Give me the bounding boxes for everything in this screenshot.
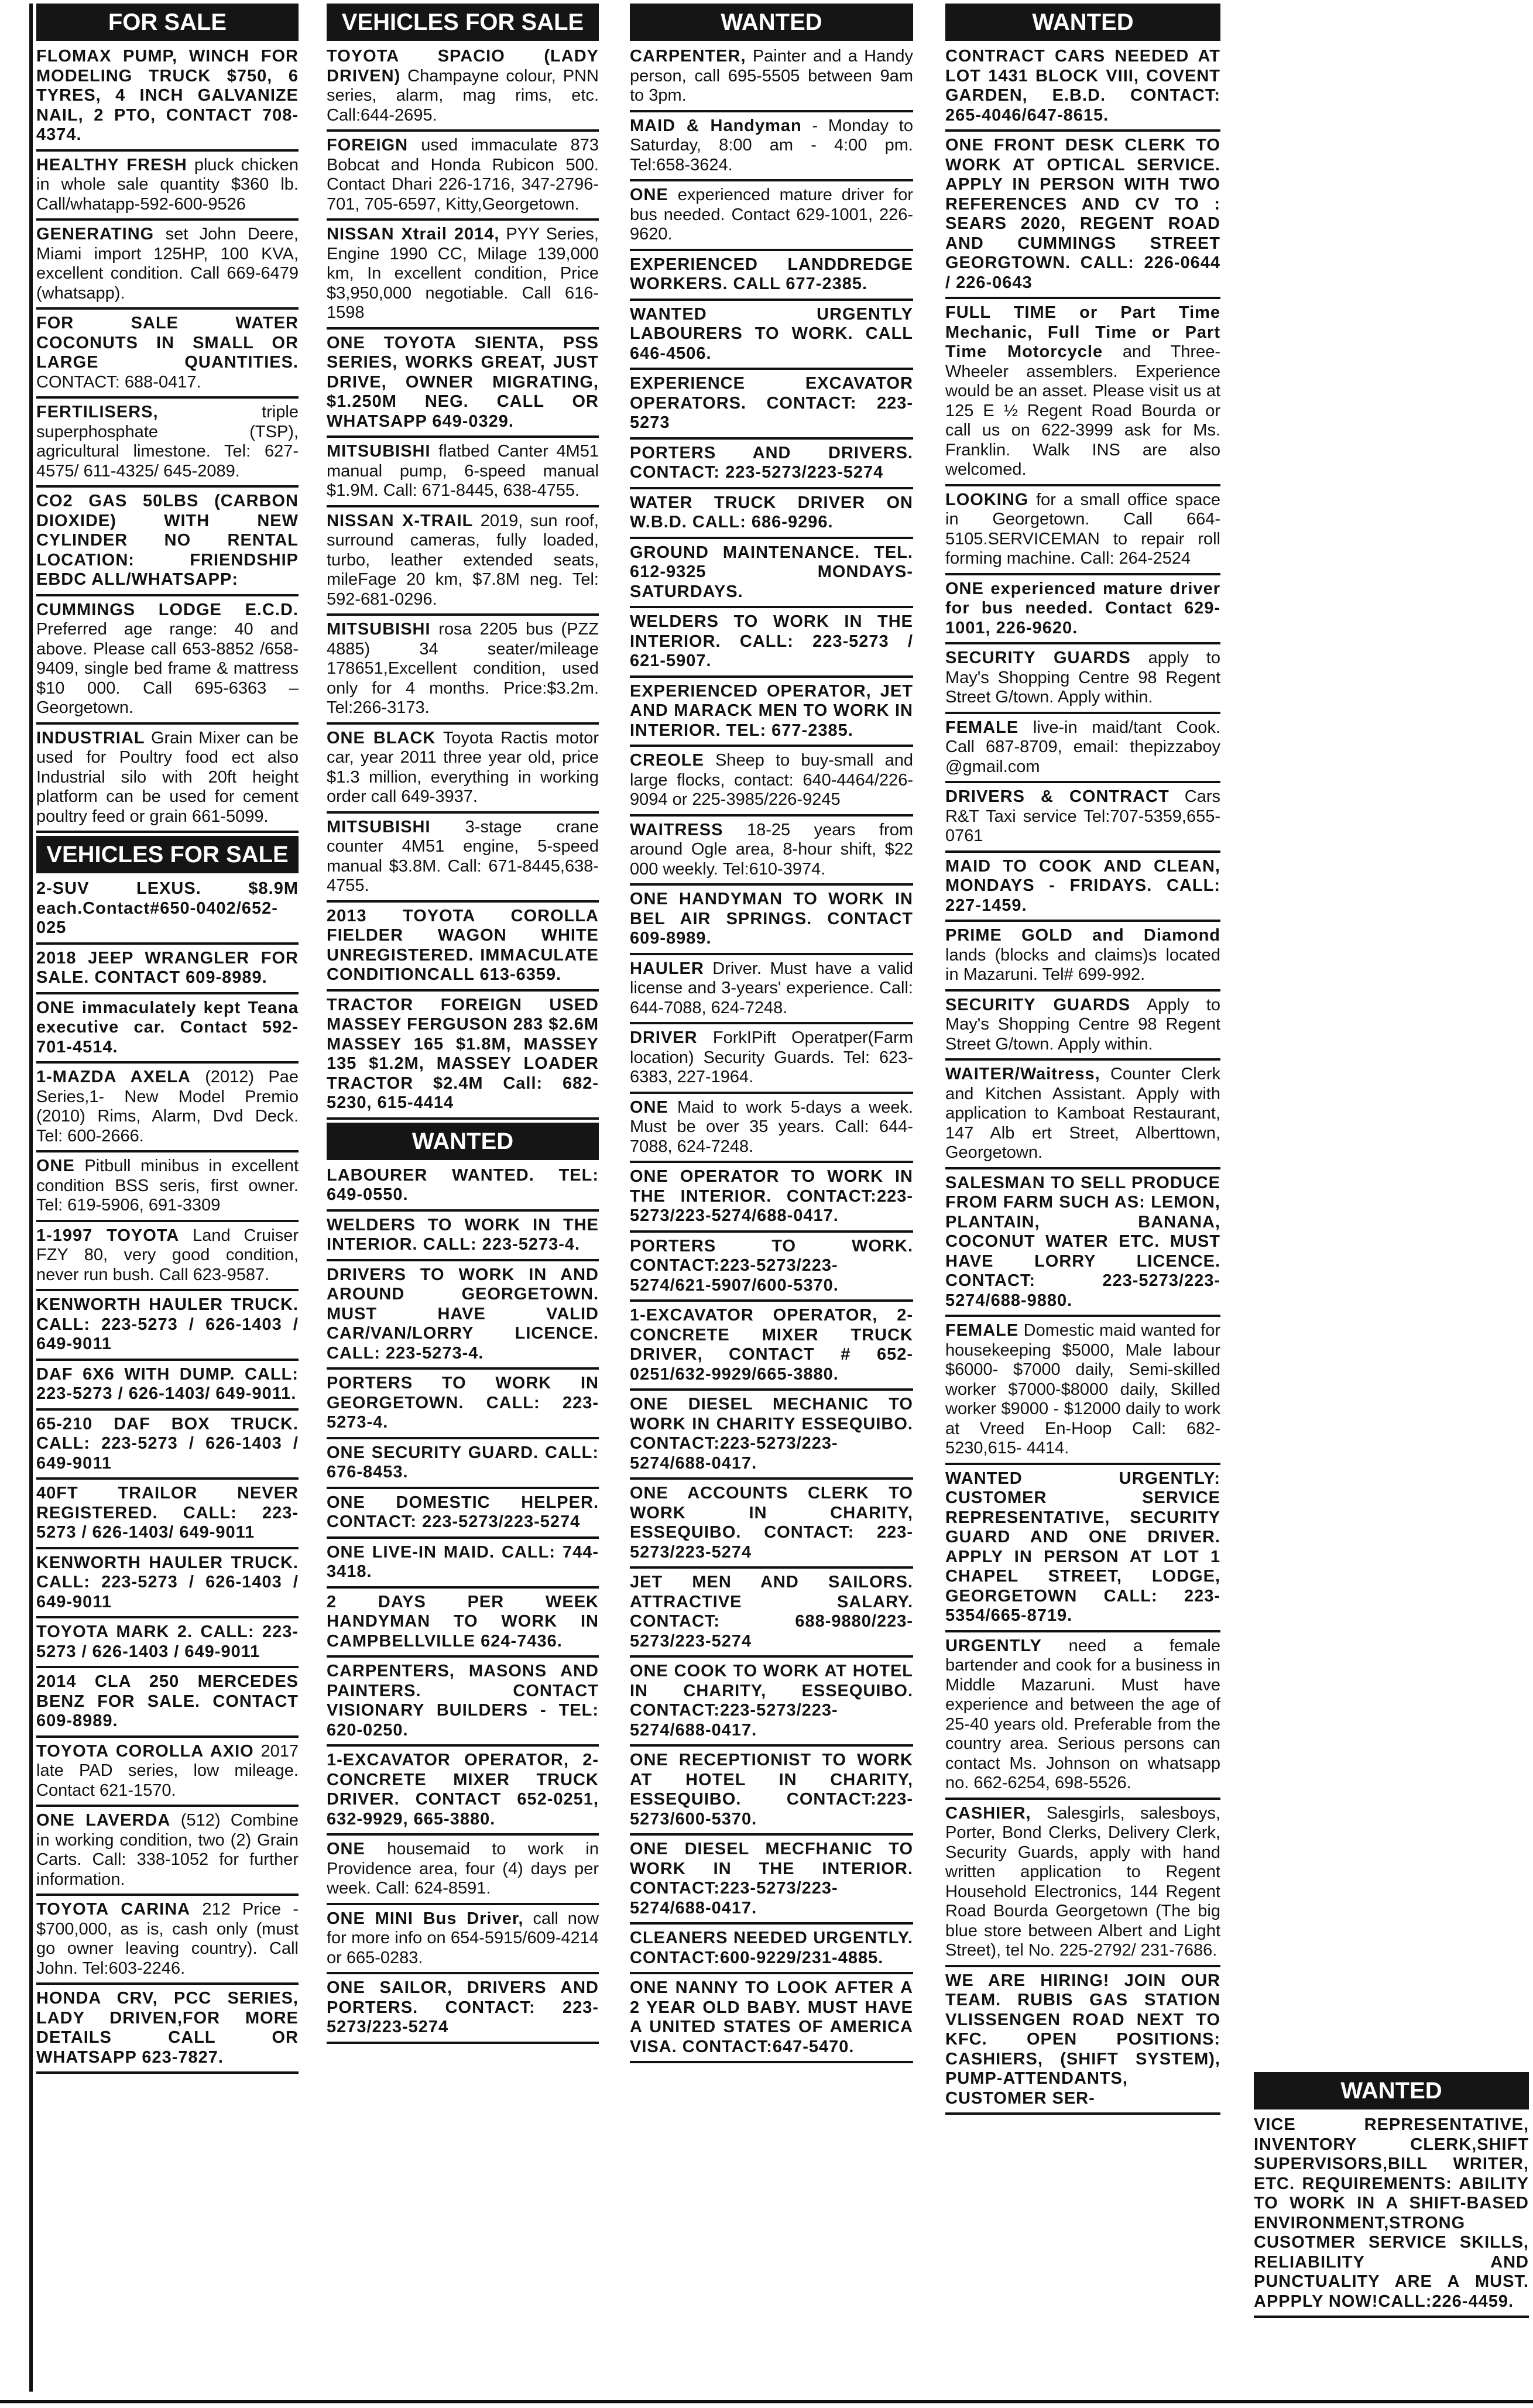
ad-lead: GROUND MAINTENANCE. TEL. 612-9325 MONDAYS-SATURDAYS. (630, 543, 913, 601)
ad-body: experienced mature driver for bus needed. Contact 629-1001, 226-9620. (630, 186, 913, 243)
ad-lead: CONTRACT CARS NEEDED AT LOT 1431 BLOCK VIII, COVENT GARDEN, E.B.D. CONTACT: 265-4046/647-8615. (945, 47, 1220, 125)
classified-ad (630, 184, 913, 251)
ad-body: live-in maid/tant Cook. Call 687-8709, email: thepizzaboy @gmail.com (945, 718, 1220, 776)
ad-lead: FEMALE (945, 1321, 1019, 1340)
classified-ad (945, 925, 1220, 992)
classified-ad (945, 1064, 1220, 1169)
classified-ad (630, 611, 913, 678)
ad-lead: CLEANERS NEEDED URGENTLY. CONTACT:600-9229/231-4885. (630, 1929, 913, 1967)
ad-body: Domestic maid wanted for housekeeping $5000, Male labour $6000- $7000 daily, Semi-skilled worker $7000-$8000 daily, Skilled worker $9000 - $12000 daily to work at Vreed En-Hoop Call: 682-5230,615- 4414. (945, 1321, 1220, 1457)
ad-lead: FOREIGN (327, 136, 409, 155)
classified-ad (945, 135, 1220, 299)
classified-ad (36, 46, 299, 152)
ad-lead: FOR SALE WATER COCONUTS IN SMALL OR LARGE QUANTITIES. (36, 314, 299, 372)
ad-lead: MITSUBISHI (327, 620, 431, 639)
classified-ad (36, 1225, 299, 1292)
ad-lead: TOYOTA CARINA (36, 1900, 191, 1919)
ad-body: Toyota Ractis motor car, year 2011 three year old, price $1.3 million, everything in working order call 649-3937. (327, 728, 599, 806)
classified-ad (36, 1364, 299, 1411)
ad-body: 212 Price - $700,000, as is, cash only (must go owner leaving country). Call John. Tel:603-2246. (36, 1900, 299, 1978)
classified-ad (36, 1671, 299, 1738)
classified-ad (327, 1591, 599, 1658)
classified-ad (630, 492, 913, 539)
section-header: WANTED (945, 4, 1220, 41)
classified-ad (36, 948, 299, 994)
classified-ad (630, 1166, 913, 1233)
ad-lead: FLOMAX PUMP, WINCH FOR MODELING TRUCK $750, 6 TYRES, 4 INCH GALVANIZE NAIL, 2 PTO, CONTACT 708-4374. (36, 47, 299, 144)
ad-lead: WE ARE HIRING! JOIN OUR TEAM. RUBIS GAS STATION VLISSENGEN ROAD NEXT TO KFC. OPEN POSITIONS: CASHIERS, (SHIFT SYSTEM), PUMP-ATTENDANTS, CUSTOMER SER- (945, 1971, 1220, 2108)
ad-body: set John Deere, Miami import 125HP, 100 KVA, excellent condition. Call 669-6479 (whatsapp). (36, 225, 299, 303)
ad-lead: FULL TIME or Part Time Mechanic, Full Time or Part Time Motorcycle (945, 303, 1220, 361)
classified-ad (36, 490, 299, 596)
ad-body: need a female bartender and cook for a business in Middle Mazaruni. Must have experience and between the age of 25-40 years old. Preferable from the country area. Serious persons can contact Ms. Johnson on whatsapp no. 662-6254, 698-5526. (945, 1636, 1220, 1792)
ad-body: Sheep to buy-small and large flocks, contact: 640-4464/226-9094 or 225-3985/226-9245 (630, 751, 913, 809)
classified-ad (36, 1988, 299, 2074)
ad-body: Pitbull minibus in excellent condition BSS seris, first owner. Tel: 619-5906, 691-3309 (36, 1157, 299, 1215)
classified-ad (945, 856, 1220, 922)
ad-body: Land Cruiser FZY 80, very good condition, never run bush. Call 623-9587. (36, 1226, 299, 1284)
ad-lead: CO2 GAS 50LBS (CARBON DIOXIDE) WITH NEW CYLINDER NO RENTAL LOCATION: FRIENDSHIP EBDC ALL/WHATSAPP: (36, 492, 299, 589)
ad-lead: 1-EXCAVATOR OPERATOR, 2-CONCRETE MIXER TRUCK DRIVER. CONTACT 652-0251, 632-9929, 665-3880. (327, 1751, 599, 1829)
ad-lead: ONE OPERATOR TO WORK IN THE INTERIOR. CONTACT:223-5273/223-5274/688-0417. (630, 1167, 913, 1225)
ad-body: flatbed Canter 4M51 manual pump, 6-speed manual $1.9M. Call: 671-8445, 638-4755. (327, 442, 599, 500)
classified-ad (36, 1552, 299, 1619)
classified-ad (630, 1394, 913, 1480)
classified-ad (630, 1661, 913, 1747)
ad-lead: ONE immaculately kept Teana executive car. Contact 592-701-4514. (36, 998, 299, 1056)
classified-ad (630, 304, 913, 371)
classified-ad (630, 1236, 913, 1302)
ad-body: ForkIPift Operatper(Farm location) Security Guards. Tel: 623-6383, 227-1964. (630, 1028, 913, 1086)
ad-lead: SECURITY GUARDS (945, 649, 1131, 667)
classified-ad (945, 994, 1220, 1061)
classified-ad (945, 1803, 1220, 1967)
ad-lead: SECURITY GUARDS (945, 995, 1131, 1014)
classified-ad (630, 819, 913, 886)
ad-lead: 65-210 DAF BOX TRUCK. CALL: 223-5273 / 626-1403 / 649-9011 (36, 1414, 299, 1473)
classified-ad (327, 1908, 599, 1975)
column-1 (29, 4, 299, 2392)
ad-lead: SALESMAN TO SELL PRODUCE FROM FARM SUCH AS: LEMON, PLANTAIN, BANANA, COCONUT WATER ETC. MUST HAVE LORRY LICENCE. CONTACT: 223-5273/223-5274/688-9880. (945, 1173, 1220, 1310)
classified-ad (36, 1155, 299, 1222)
ad-body: Preferred age range: 40 and above. Please call 653-8852 /658-9409, single bed frame & mattress $10 000. Call 695-6363 – Georgetown. (36, 620, 299, 717)
ad-lead: WELDERS TO WORK IN THE INTERIOR. CALL: 223-5273-4. (327, 1215, 599, 1254)
classified-ad (327, 817, 599, 903)
classified-ad (630, 1977, 913, 2063)
ad-body: call now for more info on 654-5915/609-4214 or 665-0283. (327, 1909, 599, 1967)
classified-ad (630, 750, 913, 817)
classified-ad (327, 135, 599, 221)
ad-body: and Three-Wheeler assemblers. Experience would be an asset. Please visit us at 125 E ½ Regent Road Bourda or call us on 622-3999 ask for Ms. Franklin. Walk INS are also welcomed. (945, 342, 1220, 479)
classified-ad (630, 1838, 913, 1925)
classified-ad (327, 1750, 599, 1836)
classified-ad (36, 1483, 299, 1549)
ad-body: Champayne colour, PNN series, alarm, mag rims, etc. Call:644-2695. (327, 66, 599, 125)
classified-ad (327, 1264, 599, 1370)
classified-ad (630, 1483, 913, 1569)
ad-lead: WAITER/Waitress, (945, 1065, 1100, 1083)
ad-lead: KENWORTH HAULER TRUCK. CALL: 223-5273 / 626-1403 / 649-9011 (36, 1295, 299, 1353)
classified-ad (36, 878, 299, 945)
classified-ad (36, 997, 299, 1064)
ad-lead: 1-1997 TOYOTA (36, 1226, 180, 1245)
ad-body: - Monday to Saturday, 8:00 am - 4:00 pm. Tel:658-3624. (630, 116, 913, 174)
classified-ad (36, 155, 299, 221)
ad-body: 2019, sun roof, surround cameras, fully loaded, turbo, leather extended seats, mileFage 20 km, $7.8M neg. Tel: 592-681-0296. (327, 511, 599, 609)
classified-ad (327, 46, 599, 132)
ad-lead: 1-MAZDA AXELA (36, 1068, 191, 1086)
ad-lead: PORTERS AND DRIVERS. CONTACT: 223-5273/223-5274 (630, 443, 913, 482)
classified-ad (327, 1661, 599, 1747)
ad-lead: TOYOTA SPACIO (LADY DRIVEN) (327, 47, 599, 85)
classified-ad (327, 619, 599, 725)
classified-ad (945, 1635, 1220, 1800)
ad-lead: MAID & Handyman (630, 116, 802, 135)
ad-body: Painter and a Handy person, call 695-5505 between 9am to 3pm. (630, 47, 913, 105)
ad-body: Apply to May's Shopping Centre 98 Regent Street G/town. Apply within. (945, 995, 1220, 1054)
classified-ad (630, 1097, 913, 1164)
column-3 (630, 4, 913, 2392)
ad-lead: MITSUBISHI (327, 442, 431, 461)
ad-lead: FEMALE (945, 718, 1019, 737)
ad-lead: ONE FRONT DESK CLERK TO WORK AT OPTICAL SERVICE. APPLY IN PERSON WITH TWO REFERENCES AND CV TO : SEARS 2020, REGENT ROAD AND CUMMINGS STREET GEORGTOWN. CALL: 226-0644 / 226-0643 (945, 136, 1220, 292)
ad-lead: MITSUBISHI (327, 817, 431, 836)
ad-lead: EXPERIENCE EXCAVATOR OPERATORS. CONTACT: 223-5273 (630, 374, 913, 432)
ad-lead: TOYOTA COROLLA AXIO (36, 1741, 254, 1761)
classified-ad (630, 1572, 913, 1658)
ad-body: Driver. Must have a valid license and 3-years' experience. Call: 644-7088, 624-7248. (630, 959, 913, 1017)
classified-ad (945, 717, 1220, 784)
classified-ad (36, 1741, 299, 1807)
section-header: WANTED (1254, 2072, 1529, 2109)
ad-lead: DAF 6X6 WITH DUMP. CALL: 223-5273 / 626-1403/ 649-9011. (36, 1364, 299, 1403)
classified-ad (327, 441, 599, 507)
ad-lead: NISSAN X-TRAIL (327, 511, 474, 530)
ad-lead: ONE (630, 1097, 668, 1117)
ad-lead: EXPERIENCED LANDDREDGE WORKERS. CALL 677-2385. (630, 255, 913, 293)
classified-ad (327, 728, 599, 814)
ad-lead: WELDERS TO WORK IN THE INTERIOR. CALL: 223-5273 / 621-5907. (630, 612, 913, 670)
ad-lead: CASHIER, (945, 1803, 1031, 1823)
ad-lead: ONE (630, 186, 668, 204)
classified-ad (327, 905, 599, 992)
classified-ad (1254, 2114, 1529, 2318)
ad-lead: ONE RECEPTIONIST TO WORK AT HOTEL IN CHARITY, ESSEQUIBO. CONTACT:223-5273/600-5370. (630, 1751, 913, 1829)
ad-lead: ONE ACCOUNTS CLERK TO WORK IN CHARITY, ESSEQUIBO. CONTACT: 223-5273/223-5274 (630, 1484, 913, 1562)
ad-lead: 2-SUV LEXUS. $8.9M each.Contact#650-0402/652-025 (36, 879, 299, 937)
ad-lead: TRACTOR FOREIGN USED MASSEY FERGUSON 283 $2.6M MASSEY 165 $1.8M, MASSEY 135 $1.2M, MASSEY LOADER TRACTOR $2.4M Call: 682-5230, 615-4414 (327, 995, 599, 1112)
classified-ad (327, 1442, 599, 1489)
ad-lead: WANTED URGENTLY: CUSTOMER SERVICE REPRESENTATIVE, SECURITY GUARD AND ONE DRIVER. APPLY IN PERSON AT LOT 1 CHAPEL STREET, LODGE, GEORGETOWN CALL: 223-5354/665-8719. (945, 1469, 1220, 1625)
ad-lead: PORTERS TO WORK. CONTACT:223-5273/223-5274/621-5907/600-5370. (630, 1236, 913, 1295)
ad-lead: ONE LAVERDA (36, 1811, 171, 1830)
classified-ad (945, 1970, 1220, 2115)
ad-lead: EXPERIENCED OPERATOR, JET AND MARACK MEN TO WORK IN INTERIOR. TEL: 677-2385. (630, 681, 913, 740)
classified-ad (630, 1027, 913, 1094)
ad-lead: ONE COOK TO WORK AT HOTEL IN CHARITY, ESSEQUIBO. CONTACT:223-5273/223-5274/688-0417. (630, 1662, 913, 1740)
ad-lead: NISSAN Xtrail 2014, (327, 225, 500, 243)
ad-lead: ONE DIESEL MECFHANIC TO WORK IN THE INTERIOR. CONTACT:223-5273/223-5274/688-0417. (630, 1840, 913, 1918)
ad-body: Cars R&T Taxi service Tel:707-5359,655-0761 (945, 787, 1220, 845)
classified-ad (630, 1305, 913, 1391)
classified-ad (945, 1172, 1220, 1318)
ad-lead: HAULER (630, 959, 704, 978)
classified-ad (327, 332, 599, 438)
ad-body: 2017 late PAD series, low mileage. Contact 621-1570. (36, 1741, 299, 1800)
ad-lead: KENWORTH HAULER TRUCK. CALL: 223-5273 / 626-1403 / 649-9011 (36, 1553, 299, 1611)
classified-ad (327, 1215, 599, 1261)
ad-body: 18-25 years from around Ogle area, 8-hour shift, $22 000 weekly. Tel:610-3974. (630, 820, 913, 879)
ad-lead: ONE SECURITY GUARD. CALL: 676-8453. (327, 1443, 599, 1481)
classified-ad (630, 373, 913, 440)
ad-lead: 1-EXCAVATOR OPERATOR, 2- CONCRETE MIXER TRUCK DRIVER, CONTACT # 652-0251/632-9929/665-3880. (630, 1306, 913, 1384)
ad-lead: GENERATING (36, 225, 155, 243)
ad-lead: DRIVERS TO WORK IN AND AROUND GEORGETOWN. MUST HAVE VALID CAR/VAN/LORRY LICENCE. CALL: 223-5273-4. (327, 1265, 599, 1363)
ad-lead: LABOURER WANTED. TEL: 649-0550. (327, 1165, 599, 1204)
ad-body: lands (blocks and claims)s located in Mazaruni. Tel# 699-992. (945, 945, 1220, 984)
ad-lead: PRIME GOLD and Diamond (945, 926, 1220, 945)
ad-lead: 2014 CLA 250 MERCEDES BENZ FOR SALE. CONTACT 609-8989. (36, 1672, 299, 1730)
ad-lead: ONE DOMESTIC HELPER. CONTACT: 223-5273/223-5274 (327, 1493, 599, 1531)
classified-ad (36, 1294, 299, 1361)
ad-body: (512) Combine in working condition, two (2) Grain Carts. Call: 338-1052 for further information. (36, 1811, 299, 1889)
ad-lead: ONE HANDYMAN TO WORK IN BEL AIR SPRINGS. CONTACT 609-8989. (630, 890, 913, 948)
classified-ad (945, 46, 1220, 132)
classified-ad (945, 647, 1220, 714)
ad-lead: ONE BLACK (327, 728, 436, 747)
classified-ad (945, 1320, 1220, 1465)
ad-lead: 2013 TOYOTA COROLLA FIELDER WAGON WHITE UNREGISTERED. IMMACULATE CONDITIONCALL 613-6359. (327, 906, 599, 984)
classified-ad (630, 542, 913, 609)
ad-lead: ONE MINI Bus Driver, (327, 1909, 524, 1928)
classified-ad (630, 115, 913, 182)
ad-lead: HONDA CRV, PCC SERIES, LADY DRIVEN,FOR MORE DETAILS CALL OR WHATSAPP 623-7827. (36, 1989, 299, 2067)
ad-body: PYY Series, Engine 1990 CC, Milage 139,000 km, In excellent condition, Price $3,950,000 negotiable. Call 616-1598 (327, 225, 599, 322)
classified-ad (327, 1838, 599, 1905)
ad-lead: CUMMINGS LODGE E.C.D. (36, 600, 299, 619)
ad-body: Grain Mixer can be used for Poultry food ect also Industrial silo with 20ft height platform can be used for cement poultry feed or grain 661-5099. (36, 728, 299, 826)
classified-ad (630, 681, 913, 747)
ad-body: rosa 2205 bus (PZZ 4885) 34 seater/mileage 178651,Excellent condition, used only for 4 months. Price:$3.2m. Tel:266-3173. (327, 620, 599, 717)
ad-lead: 2 DAYS PER WEEK HANDYMAN TO WORK IN CAMPBELLVILLE 624-7436. (327, 1592, 599, 1651)
classified-ad (36, 1066, 299, 1152)
classified-ad (36, 313, 299, 399)
classified-ad (36, 402, 299, 488)
ad-lead: WANTED URGENTLY LABOURERS TO WORK. CALL 646-4506. (630, 304, 913, 363)
classified-ad (327, 1492, 599, 1539)
classified-ad (630, 1927, 913, 1974)
ad-body: pluck chicken in whole sale quantity $360 lb. Call/whatapp-592-600-9526 (36, 155, 299, 214)
ad-lead: URGENTLY (945, 1636, 1042, 1655)
ad-lead: INDUSTRIAL (36, 728, 145, 747)
classified-ad (630, 889, 913, 955)
classified-ad (327, 224, 599, 330)
ad-lead: ONE NANNY TO LOOK AFTER A 2 YEAR OLD BABY. MUST HAVE A UNITED STATES OF AMERICA VISA. CONTACT:647-5470. (630, 1978, 913, 2056)
ad-body: housemaid to work in Providence area, four (4) days per week. Call: 624-8591. (327, 1840, 599, 1898)
page-bottom-rule (0, 2400, 1533, 2403)
classified-ad (327, 1977, 599, 2044)
classified-ad (36, 1621, 299, 1668)
classified-ad (36, 728, 299, 833)
ad-lead: VICE REPRESENTATIVE, INVENTORY CLERK,SHIFT SUPERVISORS,BILL WRITER, ETC. REQUIREMENTS: ABILITY TO WORK IN A SHIFT-BASED ENVIRONMENT,STRONG CUSOTMER SERVICE SKILLS, RELIABILITY AND PUNCTUALITY ARE A MUST. APPPLY NOW!CALL:226-4459. (1254, 2115, 1529, 2311)
ad-lead: ONE TOYOTA SIENTA, PSS SERIES, WORKS GREAT, JUST DRIVE, OWNER MIGRATING, $1.250M NEG. CALL OR WHATSAPP 649-0329. (327, 333, 599, 431)
ad-body: Salesgirls, salesboys, Porter, Bond Clerks, Delivery Clerk, Security Guards, apply with hand written application to Regent Household Electronics, 144 Regent Road Bourda Georgetown (The big blue store between Albert and Light Street), tel No. 225-2792/ 231-7686. (945, 1803, 1220, 1960)
ad-lead: ONE experienced mature driver for bus needed. Contact 629-1001, 226-9620. (945, 579, 1220, 637)
classified-ad (630, 443, 913, 489)
ad-lead: ONE SAILOR, DRIVERS AND PORTERS. CONTACT: 223-5273/223-5274 (327, 1978, 599, 2036)
classified-ad (945, 1468, 1220, 1632)
ad-lead: DRIVERS & CONTRACT (945, 787, 1170, 806)
classified-ad (327, 1542, 599, 1589)
ad-lead: CARPENTER, (630, 47, 746, 66)
classified-ad (36, 1810, 299, 1896)
ad-lead: 2018 JEEP WRANGLER FOR SALE. CONTACT 609-8989. (36, 948, 299, 987)
section-header: WANTED (630, 4, 913, 41)
classified-ad (327, 1373, 599, 1439)
section-header: FOR SALE (36, 4, 299, 41)
classified-ad (36, 1899, 299, 1985)
classified-ad (945, 489, 1220, 575)
section-header: VEHICLES FOR SALE (36, 836, 299, 873)
ad-body: apply to May's Shopping Centre 98 Regent Street G/town. Apply within. (945, 649, 1220, 706)
ad-lead: PORTERS TO WORK IN GEORGETOWN. CALL: 223-5273-4. (327, 1374, 599, 1432)
column-4 (945, 4, 1220, 2392)
ad-body: CONTACT: 688-0417. (36, 372, 201, 392)
ad-lead: HEALTHY FRESH (36, 155, 187, 174)
ad-body: (2012) Pae Series,1- New Model Premio (2010) Rims, Alarm, Dvd Deck. Tel: 600-2666. (36, 1068, 299, 1145)
classified-ad (945, 578, 1220, 645)
classified-ad (630, 1750, 913, 1836)
ad-lead: ONE LIVE-IN MAID. CALL: 744-3418. (327, 1542, 599, 1581)
ad-body: for a small office space in Georgetown. Call 664-5105.SERVICEMAN to repair roll forming machine. Call: 264-2524 (945, 490, 1220, 568)
ad-lead: WATER TRUCK DRIVER ON W.B.D. CALL: 686-9296. (630, 493, 913, 531)
ad-lead: CREOLE (630, 751, 704, 770)
ad-body: triple superphosphate (TSP), agricultural limestone. Tel: 627-4575/ 611-4325/ 645-2089. (36, 403, 299, 481)
classified-ad (327, 510, 599, 616)
ad-body: 3-stage crane counter 4M51 engine, 5-speed manual $3.8M. Call: 671-8445,638-4755. (327, 817, 599, 895)
classified-ad (36, 224, 299, 310)
ad-lead: LOOKING (945, 490, 1029, 509)
ad-body: Counter Clerk and Kitchen Assistant. Apply with application to Kamboat Restaurant, 147 Alb ert Street, Alberttown, Georgetown. (945, 1065, 1220, 1162)
ad-lead: ONE (327, 1840, 365, 1858)
ad-lead: CARPENTERS, MASONS AND PAINTERS. CONTACT VISIONARY BUILDERS - TEL: 620-0250. (327, 1662, 599, 1740)
classified-ad (945, 302, 1220, 486)
ad-lead: TOYOTA MARK 2. CALL: 223-5273 / 626-1403 / 649-9011 (36, 1623, 299, 1661)
ad-lead: JET MEN AND SAILORS. ATTRACTIVE SALARY. CONTACT: 688-9880/223-5273/223-5274 (630, 1573, 913, 1651)
section-header: VEHICLES FOR SALE (327, 4, 599, 41)
ad-lead: ONE DIESEL MECHANIC TO WORK IN CHARITY ESSEQUIBO. CONTACT:223-5273/223-5274/688-0417. (630, 1395, 913, 1473)
ad-body: Maid to work 5-days a week. Must be over 35 years. Call: 644-7088, 624-7248. (630, 1097, 913, 1156)
classified-ad (630, 958, 913, 1025)
classified-ad (36, 599, 299, 725)
ad-body: used immaculate 873 Bobcat and Honda Rubicon 500. Contact Dhari 226-1716, 347-2796-701, 705-6597, Kitty,Georgetown. (327, 136, 599, 214)
classified-ad (36, 1414, 299, 1480)
ad-lead: FERTILISERS, (36, 403, 159, 421)
classified-ad (327, 1165, 599, 1212)
ad-lead: MAID TO COOK AND CLEAN, MONDAYS - FRIDAYS. CALL: 227-1459. (945, 856, 1220, 915)
classified-ad (327, 994, 599, 1120)
ad-lead: ONE (36, 1157, 75, 1175)
classified-ad (630, 254, 913, 301)
classified-ad (630, 46, 913, 112)
column-5 (1254, 2072, 1529, 2388)
ad-lead: DRIVER (630, 1028, 698, 1047)
ad-lead: WAITRESS (630, 820, 723, 839)
ad-lead: 40FT TRAILOR NEVER REGISTERED. CALL: 223-5273 / 626-1403/ 649-9011 (36, 1484, 299, 1542)
classified-ad (945, 786, 1220, 853)
column-2 (327, 4, 599, 2392)
section-header: WANTED (327, 1123, 599, 1160)
